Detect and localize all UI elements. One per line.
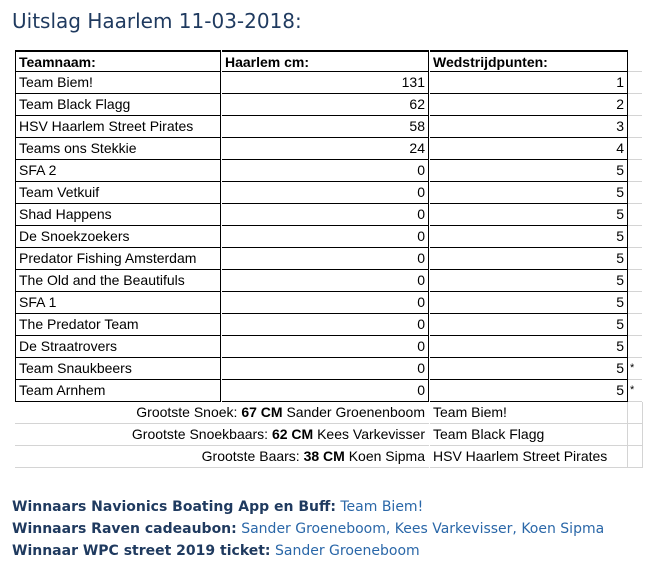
results-table bbox=[15, 50, 642, 468]
grid-line bbox=[642, 402, 643, 468]
prize-label: Grootste Snoekbaars: bbox=[131, 426, 269, 442]
haarlem-cm: 0 bbox=[222, 204, 429, 226]
prize-winner: Sander Groenenboom bbox=[286, 404, 425, 420]
table-row bbox=[15, 292, 642, 314]
haarlem-cm: 0 bbox=[222, 270, 429, 292]
prize-label: Grootste Snoek: bbox=[136, 404, 238, 420]
table-row bbox=[15, 94, 642, 116]
row-marker bbox=[628, 182, 642, 204]
prize-size: 67 CM bbox=[241, 404, 283, 420]
haarlem-cm: 0 bbox=[222, 226, 429, 248]
table-row bbox=[15, 314, 642, 336]
team-name: The Predator Team bbox=[15, 314, 221, 336]
table-header-row bbox=[15, 50, 642, 72]
prize-row bbox=[15, 446, 642, 468]
team-name: Team Vetkuif bbox=[15, 182, 221, 204]
team-name: Team Black Flagg bbox=[15, 94, 221, 116]
prize-winner: Koen Sipma bbox=[348, 448, 425, 464]
prize-cell bbox=[15, 402, 429, 424]
prize-row bbox=[15, 424, 642, 446]
match-points: 5 bbox=[430, 292, 628, 314]
row-marker bbox=[628, 292, 642, 314]
table-row bbox=[15, 160, 642, 182]
spacer-cell bbox=[628, 402, 642, 424]
row-marker bbox=[628, 226, 642, 248]
row-marker bbox=[628, 160, 642, 182]
match-points: 5 bbox=[430, 314, 628, 336]
match-points: 5 bbox=[430, 182, 628, 204]
row-marker bbox=[628, 72, 642, 94]
match-points: 1 bbox=[430, 72, 628, 94]
team-name: De Straatrovers bbox=[15, 336, 221, 358]
match-points: 5 bbox=[430, 270, 628, 292]
prize-team: Team Black Flagg bbox=[430, 424, 628, 446]
header-team: Teamnaam: bbox=[15, 50, 221, 72]
team-name: HSV Haarlem Street Pirates bbox=[15, 116, 221, 138]
haarlem-cm: 0 bbox=[222, 314, 429, 336]
haarlem-cm: 58 bbox=[222, 116, 429, 138]
table-row bbox=[15, 336, 642, 358]
prize-cell bbox=[15, 424, 429, 446]
row-marker: * bbox=[628, 380, 642, 402]
prize-size: 62 CM bbox=[271, 426, 314, 442]
match-points: 5 bbox=[430, 336, 628, 358]
prize-team: Team Biem! bbox=[430, 402, 628, 424]
prize-winner: Kees Varkevisser bbox=[317, 426, 425, 442]
spacer-cell bbox=[628, 446, 642, 468]
table-row bbox=[15, 182, 642, 204]
match-points: 5 bbox=[430, 380, 628, 402]
team-name: Team Snaukbeers bbox=[15, 358, 221, 380]
match-points: 5 bbox=[430, 204, 628, 226]
match-points: 3 bbox=[430, 116, 628, 138]
match-points: 5 bbox=[430, 160, 628, 182]
team-name: Team Arnhem bbox=[15, 380, 221, 402]
header-cm: Haarlem cm: bbox=[222, 50, 429, 72]
page-title: Uitslag Haarlem 11-03-2018: bbox=[12, 9, 302, 33]
row-marker bbox=[628, 116, 642, 138]
row-marker bbox=[628, 314, 642, 336]
table-row bbox=[15, 270, 642, 292]
haarlem-cm: 0 bbox=[222, 358, 429, 380]
row-marker bbox=[628, 270, 642, 292]
team-name: De Snoekzoekers bbox=[15, 226, 221, 248]
match-points: 5 bbox=[430, 226, 628, 248]
row-marker bbox=[628, 94, 642, 116]
match-points: 5 bbox=[430, 358, 628, 380]
team-name: Predator Fishing Amsterdam bbox=[15, 248, 221, 270]
header-points: Wedstrijdpunten: bbox=[430, 50, 628, 72]
table-row bbox=[15, 72, 642, 94]
spacer-cell bbox=[628, 50, 642, 72]
team-name: SFA 2 bbox=[15, 160, 221, 182]
team-name: Shad Happens bbox=[15, 204, 221, 226]
row-marker bbox=[628, 336, 642, 358]
row-marker: * bbox=[628, 358, 642, 380]
match-points: 5 bbox=[430, 248, 628, 270]
spacer-cell bbox=[628, 424, 642, 446]
table-row bbox=[15, 204, 642, 226]
haarlem-cm: 0 bbox=[222, 160, 429, 182]
table-row bbox=[15, 226, 642, 248]
haarlem-cm: 0 bbox=[222, 336, 429, 358]
prize-label: Grootste Baars: bbox=[201, 448, 300, 464]
match-points: 4 bbox=[430, 138, 628, 160]
winner-line: Winnaars Raven cadeaubon: Sander Groeneboom, Kees Varkevisser, Koen Sipma bbox=[12, 521, 605, 537]
team-name: The Old and the Beautifuls bbox=[15, 270, 221, 292]
row-marker bbox=[628, 248, 642, 270]
haarlem-cm: 0 bbox=[222, 182, 429, 204]
row-marker bbox=[628, 138, 642, 160]
prize-size: 38 CM bbox=[303, 448, 345, 464]
prize-row bbox=[15, 402, 642, 424]
table-row bbox=[15, 248, 642, 270]
team-name: Teams ons Stekkie bbox=[15, 138, 221, 160]
winner-line: Winnaar WPC street 2019 ticket: Sander Groeneboom bbox=[12, 543, 420, 559]
prize-cell bbox=[15, 446, 429, 468]
haarlem-cm: 0 bbox=[222, 292, 429, 314]
team-name: Team Biem! bbox=[15, 72, 221, 94]
team-name: SFA 1 bbox=[15, 292, 221, 314]
table-row bbox=[15, 380, 642, 402]
haarlem-cm: 0 bbox=[222, 380, 429, 402]
table-row bbox=[15, 116, 642, 138]
winner-line: Winnaars Navionics Boating App en Buff: Team Biem! bbox=[12, 499, 424, 515]
haarlem-cm: 131 bbox=[222, 72, 429, 94]
row-marker bbox=[628, 204, 642, 226]
prize-team: HSV Haarlem Street Pirates bbox=[430, 446, 628, 468]
haarlem-cm: 62 bbox=[222, 94, 429, 116]
haarlem-cm: 0 bbox=[222, 248, 429, 270]
winners-section bbox=[12, 496, 604, 562]
table-row bbox=[15, 358, 642, 380]
haarlem-cm: 24 bbox=[222, 138, 429, 160]
table-row bbox=[15, 138, 642, 160]
match-points: 2 bbox=[430, 94, 628, 116]
